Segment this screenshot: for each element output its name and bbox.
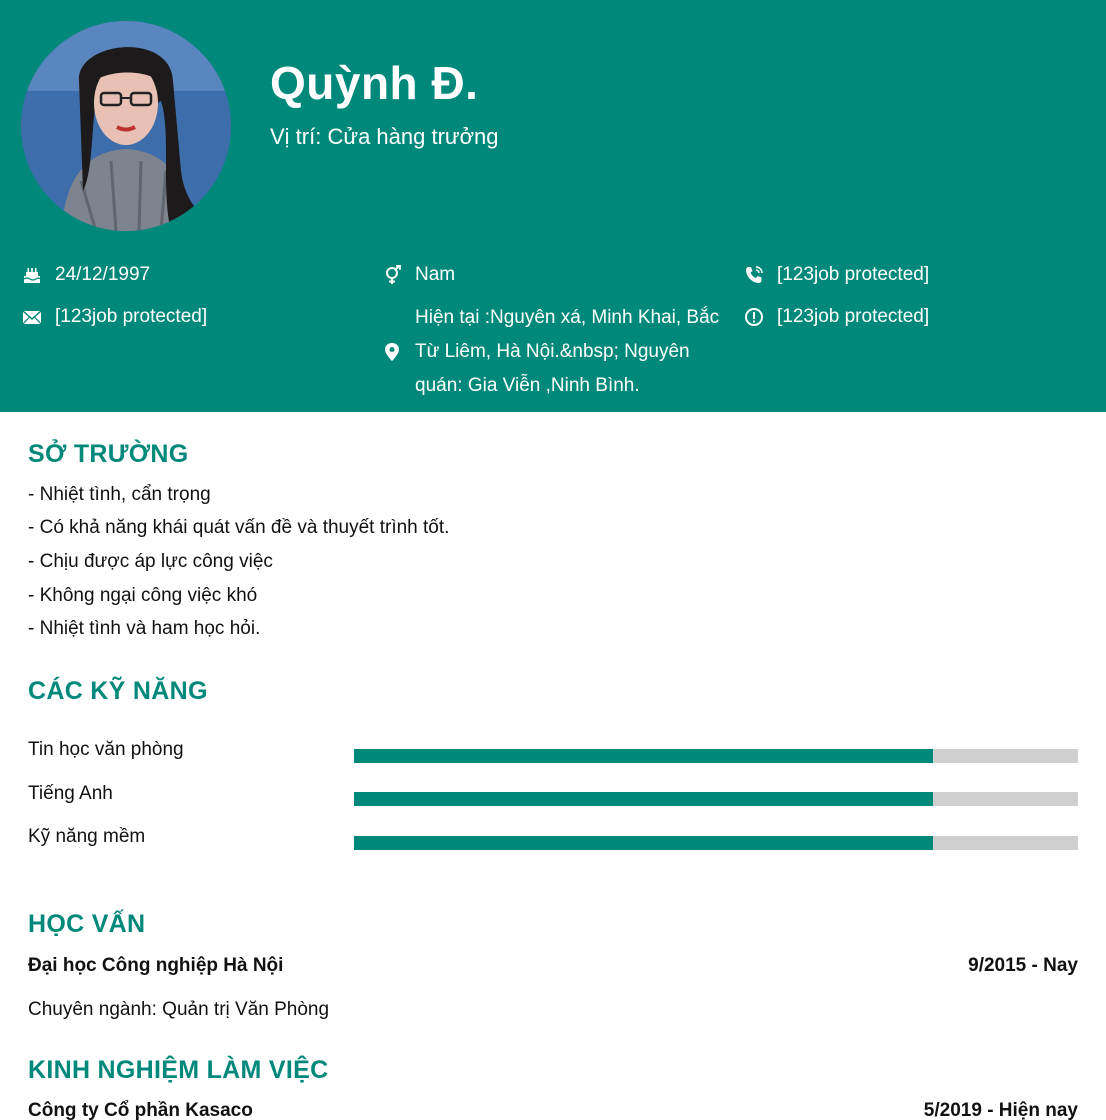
gender-value: Nam: [415, 264, 456, 285]
education-period: 9/2015 - Nay: [968, 955, 1078, 976]
school-name: Đại học Công nghiệp Hà Nội: [28, 955, 284, 976]
address-value: Hiện tại :Nguyên xá, Minh Khai, Bắc Từ Liêm, Hà Nội.&nbsp; Nguyên quán: Gia Viễn ,Ninh Bình.: [415, 307, 720, 396]
candidate-name: Quỳnh Đ.: [270, 57, 479, 109]
birthday-info: [21, 258, 150, 292]
avatar: [21, 21, 231, 231]
experience-period: 5/2019 - Hiện nay: [923, 1100, 1078, 1120]
strength-item: - Nhiệt tình, cẩn trọng: [28, 484, 211, 505]
strength-item: - Chịu được áp lực công việc: [28, 551, 273, 572]
phone-info: [743, 258, 929, 292]
avatar-photo: [21, 21, 231, 231]
gender-icon: [381, 258, 403, 292]
envelope-icon: [21, 300, 43, 334]
address-info: [381, 301, 725, 403]
other-contact-value[interactable]: [123job protected]: [777, 306, 930, 327]
phone-icon: [743, 258, 765, 292]
company-name: Công ty Cổ phần Kasaco: [28, 1100, 253, 1120]
email-value[interactable]: [123job protected]: [55, 306, 208, 327]
birthday-value: 24/12/1997: [55, 264, 151, 285]
education-major: Chuyên ngành: Quản trị Văn Phòng: [28, 999, 330, 1020]
education-title: HỌC VẤN: [28, 910, 146, 938]
skill-bar: [354, 749, 1078, 763]
skill-bar: [354, 792, 1078, 806]
candidate-position: Vị trí: Cửa hàng trưởng: [270, 124, 499, 149]
experience-title: KINH NGHIỆM LÀM VIỆC: [28, 1056, 329, 1084]
skill-label: Kỹ năng mềm: [28, 826, 146, 847]
skill-bar-fill: [354, 836, 933, 850]
profile-header: [0, 0, 1106, 412]
email-info: [21, 300, 207, 334]
strength-item: - Không ngại công việc khó: [28, 585, 258, 606]
skill-bar-fill: [354, 749, 933, 763]
strength-item: - Có khả năng khái quát vấn đề và thuyết trình tốt.: [28, 517, 450, 538]
skill-bar-fill: [354, 792, 933, 806]
skills-title: CÁC KỸ NĂNG: [28, 677, 208, 705]
skill-bar: [354, 836, 1078, 850]
strength-item: - Nhiệt tình và ham học hỏi.: [28, 618, 261, 639]
experience-entry: [28, 1100, 1078, 1120]
location-pin-icon: [381, 335, 403, 369]
other-contact-info: [743, 300, 929, 334]
gender-info: [381, 258, 455, 292]
phone-value[interactable]: [123job protected]: [777, 264, 930, 285]
info-circle-icon: [743, 300, 765, 334]
strengths-title: SỞ TRƯỜNG: [28, 440, 189, 468]
birthday-cake-icon: [21, 258, 43, 292]
education-entry: [28, 955, 1078, 977]
skill-label: Tin học văn phòng: [28, 739, 184, 760]
skill-label: Tiếng Anh: [28, 783, 113, 804]
